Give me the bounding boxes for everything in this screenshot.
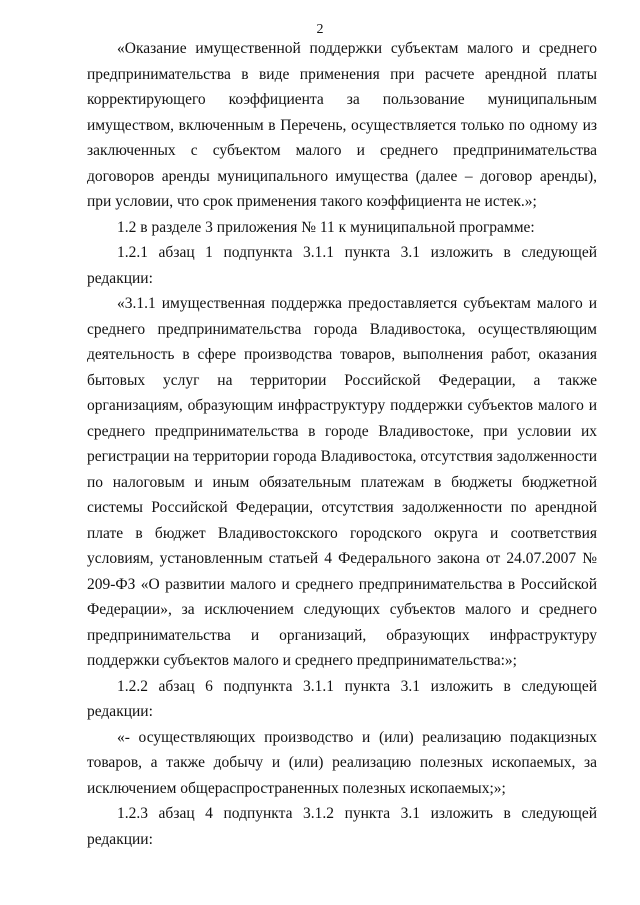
paragraph-amendment-text: «Оказание имущественной поддержки субъектам малого и среднего предпринимательства в виде применения при расчете арендной платы корректирующего коэффициента за пользование муниципальным имуществом, включенным в Перечень, осуществляется только по одному из заключенных с субъектом малого и среднего предпринимательства договоров аренды муниципального имущества (далее – договор аренды), при условии, что срок применения такого коэффициента не истек.»; — [87, 40, 597, 210]
paragraph-excise-exclusion: «- осуществляющих производство и (или) реализацию подакцизных товаров, а также добычу и (или) реализацию полезных ископаемых, за исключением общераспространенных полезных ископаемых;»; — [87, 728, 597, 797]
page-number: 2 — [316, 22, 324, 37]
paragraph-3-1-1-text: «3.1.1 имущественная поддержка предоставляется субъектам малого и среднего предпринимательства города Владивостока, осуществляющим деятельность в сфере производства товаров, выполнения работ, оказания бытовых услуг на территории Российской Федерации, а также организациям, образующим инфраструктуру поддержки субъектов малого и среднего предпринимательства в городе Владивостоке, при условии их регистрации на территории города Владивостока, отсутствия задолженности по налоговым и иным обязательным платежам в бюджеты бюджетной системы Российской Федерации, отсутствия задолженности по арендной плате в бюджет Владивостокского городского округа и соответствия условиям, установленным статьей 4 Федерального закона от 24.07.2007 № 209-ФЗ «О развитии малого и среднего предпринимательства в Российской Федерации», за исключением следующих субъектов малого и среднего предпринимательства и организаций, образующих инфраструктуру поддержки субъектов малого и среднего предпринимательства:»; — [87, 295, 597, 669]
paragraph-section-3: 1.2 в разделе 3 приложения № 11 к муниципальной программе: — [117, 218, 535, 236]
paragraph-1-2-1: 1.2.1 абзац 1 подпункта 3.1.1 пункта 3.1 изложить в следующей редакции: — [87, 244, 597, 287]
paragraph-1-2-3: 1.2.3 абзац 4 подпункта 3.1.2 пункта 3.1 изложить в следующей редакции: — [87, 805, 597, 848]
document-body — [87, 36, 597, 852]
paragraph-1-2-2: 1.2.2 абзац 6 подпункта 3.1.1 пункта 3.1 изложить в следующей редакции: — [87, 677, 597, 720]
